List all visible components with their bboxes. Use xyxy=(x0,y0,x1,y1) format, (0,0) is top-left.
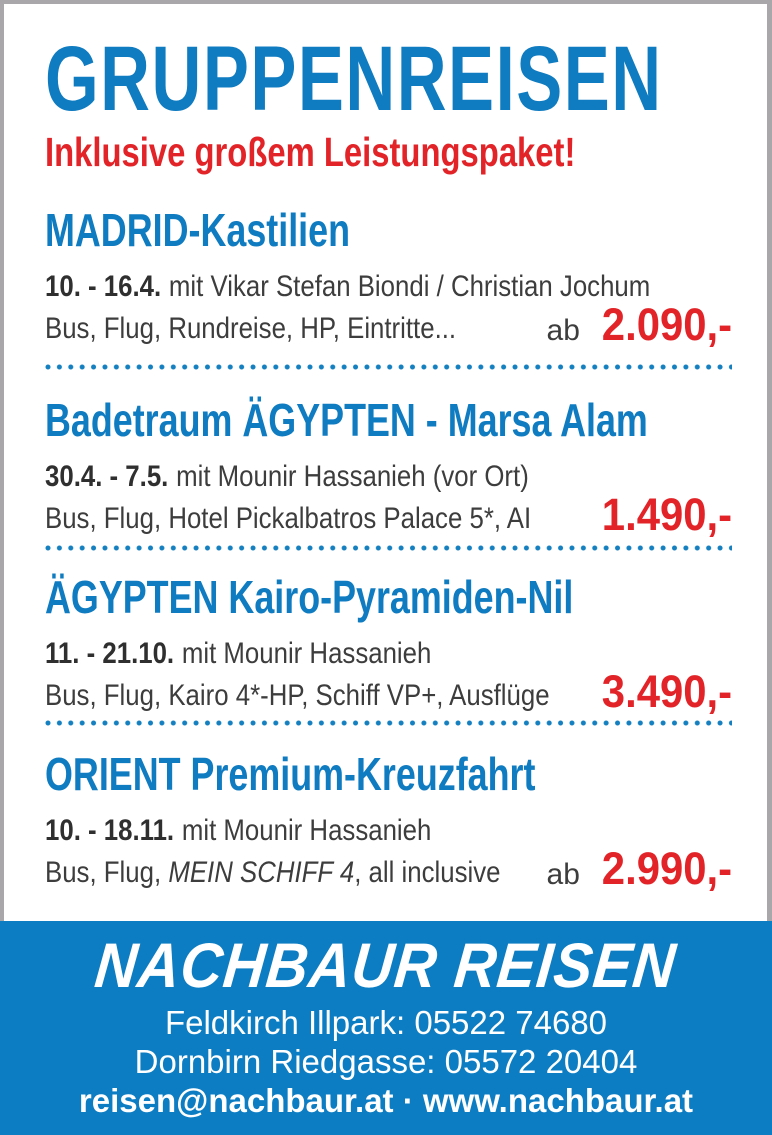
trip-dates-line xyxy=(45,810,494,852)
trip-price-line xyxy=(45,843,732,897)
trip-title: ORIENT Premium-Kreuzfahrt xyxy=(45,748,536,800)
trip-dates: 11. - 21.10. xyxy=(45,637,175,670)
trip-price: 2.990,- xyxy=(601,843,732,894)
trip-price-line xyxy=(45,299,732,353)
trip-guide: mit Vikar Stefan Biondi / Christian Jochum xyxy=(168,270,651,303)
trip-guide: mit Mounir Hassanieh xyxy=(181,814,432,847)
trip-section-orient xyxy=(45,748,732,908)
page-title xyxy=(45,28,772,130)
dotted-divider xyxy=(45,720,732,726)
trip-dates-line xyxy=(45,456,608,498)
trip-details: Bus, Flug, Hotel Pickalbatros Palace 5*, AI xyxy=(45,502,532,535)
price-prefix: ab xyxy=(546,858,580,891)
trip-price: 1.490,- xyxy=(601,489,732,540)
trip-title: Badetraum ÄGYPTEN - Marsa Alam xyxy=(45,394,648,446)
page-subtitle xyxy=(45,127,708,177)
trip-price-group xyxy=(547,301,732,349)
brand-logo-text: NACHBAUR REISEN xyxy=(92,931,680,1001)
brand-logo xyxy=(0,931,772,1001)
trip-section-madrid xyxy=(45,204,732,364)
price-prefix: ab xyxy=(546,314,580,347)
trip-dates: 10. - 16.4. xyxy=(45,270,162,303)
trip-price-group xyxy=(592,491,732,539)
trip-section-marsa-alam xyxy=(45,394,732,554)
trip-price: 3.490,- xyxy=(601,666,732,717)
contact-dornbirn: Dornbirn Riedgasse: 05572 20404 xyxy=(134,1043,638,1080)
dotted-divider xyxy=(45,364,732,370)
trip-price-line xyxy=(45,489,732,543)
trip-dates: 30.4. - 7.5. xyxy=(45,460,169,493)
page-subtitle-text: Inklusive großem Leistungspaket! xyxy=(45,129,576,175)
contact-feldkirch: Feldkirch Illpark: 05522 74680 xyxy=(164,1004,608,1041)
trip-title: MADRID-Kastilien xyxy=(45,204,351,256)
trip-details: Bus, Flug, Kairo 4*-HP, Schiff VP+, Ausflüge xyxy=(45,679,550,712)
contact-email-web: reisen@nachbaur.at · www.nachbaur.at xyxy=(78,1082,694,1119)
trip-price: 2.090,- xyxy=(601,299,732,350)
trip-details: Bus, Flug, MEIN SCHIFF 4, all inclusive xyxy=(45,856,501,889)
trip-section-kairo-nil xyxy=(45,571,732,731)
trip-price-group xyxy=(592,668,732,716)
footer-band xyxy=(0,921,772,1135)
trip-price-group xyxy=(547,845,732,893)
dotted-divider xyxy=(45,545,732,551)
trip-guide: mit Mounir Hassanieh xyxy=(181,637,432,670)
trip-details: Bus, Flug, Rundreise, HP, Eintritte... xyxy=(45,312,457,345)
trip-guide: mit Mounir Hassanieh (vor Ort) xyxy=(176,460,529,493)
trip-title: ÄGYPTEN Kairo-Pyramiden-Nil xyxy=(45,571,574,623)
trip-dates: 10. - 18.11. xyxy=(45,814,175,847)
trip-price-line xyxy=(45,666,732,720)
trip-dates-line xyxy=(45,633,494,675)
page-title-text: GRUPPENREISEN xyxy=(45,28,663,130)
